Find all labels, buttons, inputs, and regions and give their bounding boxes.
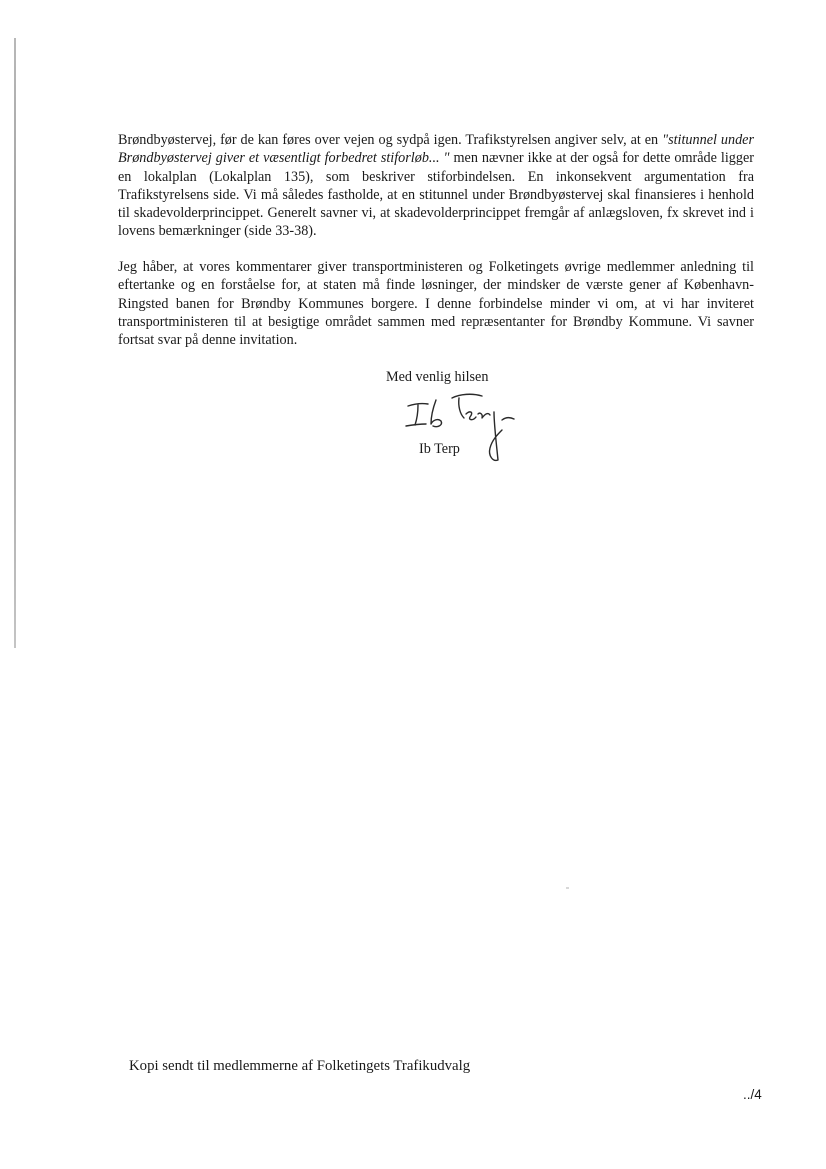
letter-body-2 xyxy=(118,244,754,363)
paragraph-1-text-a: Brøndbyøstervej, før de kan føres over vejen og sydpå igen. Trafikstyrelsen angiver selv, at en xyxy=(118,132,663,149)
letter-body xyxy=(118,117,754,255)
signer-name: Ib Terp xyxy=(419,441,460,457)
closing-salutation: Med venlig hilsen xyxy=(386,369,489,385)
scan-margin-line xyxy=(14,38,16,648)
paragraph-1-quote: "stitunnel under Brøndbyøstervej giver et væsentligt forbedret stiforløb... " xyxy=(118,132,754,167)
copy-note: Kopi sendt til medlemmerne af Folketingets Trafikudvalg xyxy=(129,1058,471,1074)
paragraph-2: Jeg håber, at vores kommentarer giver transportministeren og Folketingets øvrige medlemmer anledning til eftertanke og en forståelse for, at staten må finde løsninger, der mindsker de værste gener af København-Ringsted banen for Brøndby Kommunes borgere. I denne forbindelse minder vi om, at vi har inviteret transportministeren til at besigtige området sammen med repræsentanter for Brøndby Kommune. Vi savner fortsat svar på denne invitation. xyxy=(118,259,754,348)
scan-speck xyxy=(566,887,569,889)
handwritten-signature xyxy=(402,390,532,470)
paragraph-1-text-b: men nævner ikke at der også for dette område ligger en lokalplan (Lokalplan 135), som beskriver stiforbindelsen. En inkonsekvent argumentation fra Trafikstyrelsens side. Vi må således fastholde, at en stitunnel under Brøndbyøstervej skal finansieres i henhold til skadevolderprincippet. Generelt savner vi, at skadevolderprincippet fremgår af anlægsloven, fx skrevet ind i lovens bemærkninger (side 33-38). xyxy=(118,150,754,240)
page-continuation-marker: ../4 xyxy=(743,1087,762,1102)
paragraph-1 xyxy=(118,131,754,240)
